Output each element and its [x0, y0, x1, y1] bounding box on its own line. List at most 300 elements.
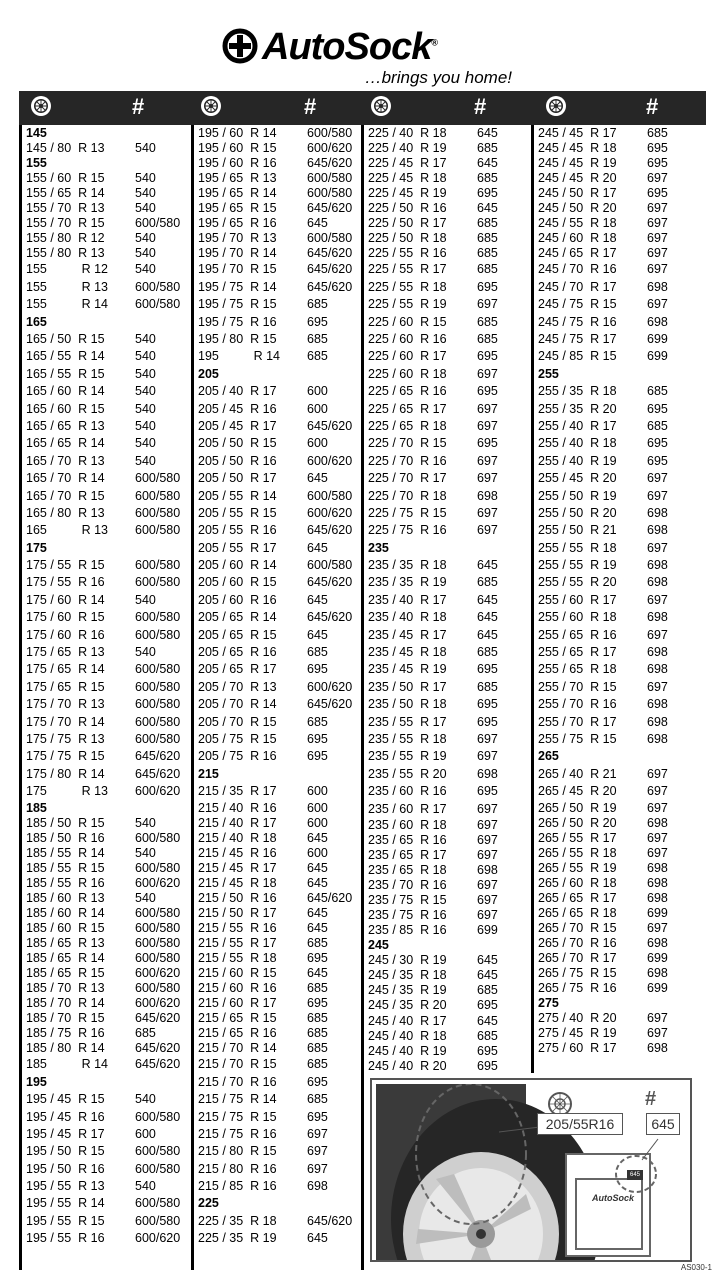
- tire-size: 225 / 45 R 19: [368, 186, 447, 201]
- hash-header: #: [474, 94, 487, 119]
- sock-number: 600: [307, 401, 328, 416]
- tire-size: 245 / 45 R 17: [538, 126, 617, 140]
- sock-number: 685: [477, 231, 498, 246]
- tire-size: 195 R 14: [198, 349, 280, 364]
- table-row: [194, 714, 360, 731]
- table-row: [194, 156, 360, 171]
- sock-number: 600/580: [135, 731, 181, 746]
- sock-number: 645/620: [307, 890, 353, 905]
- tire-size: 185 / 55 R 14: [26, 845, 105, 860]
- table-row: [22, 861, 190, 876]
- table-row: [22, 1195, 190, 1212]
- tire-size: 195 / 75 R 16: [198, 314, 277, 329]
- table-row: [364, 348, 530, 365]
- sock-number: 695: [477, 1058, 498, 1073]
- table-row: [194, 831, 360, 846]
- table-row: [534, 522, 704, 539]
- tire-size: 225 / 50 R 17: [368, 216, 447, 231]
- tire-size: 185 / 60 R 13: [26, 890, 105, 905]
- tire-size: 165 / 60 R 15: [26, 401, 105, 416]
- size-group-heading: [364, 540, 530, 557]
- sock-number: 698: [647, 935, 668, 950]
- tire-size: 245 / 70 R 17: [538, 279, 617, 294]
- table-row: [364, 418, 530, 435]
- sock-number: 645/620: [307, 523, 353, 538]
- table-row: [22, 418, 190, 435]
- table-row: [22, 714, 190, 731]
- sock-number: 685: [307, 1041, 328, 1056]
- sock-number: 695: [307, 731, 328, 746]
- table-row: [364, 216, 530, 231]
- table-row: [194, 418, 360, 435]
- sock-number: 698: [647, 558, 668, 573]
- table-row: [194, 314, 360, 331]
- size-column-2: [194, 126, 360, 1248]
- sock-number: 600/580: [135, 830, 181, 845]
- table-row: [364, 279, 530, 296]
- sock-number: 600/580: [135, 920, 181, 935]
- table-row: [194, 279, 360, 296]
- sock-number: 697: [477, 366, 498, 381]
- table-row: [194, 951, 360, 966]
- table-row: [22, 783, 190, 800]
- sock-number: 600/580: [135, 951, 181, 965]
- tire-size: 235 / 35 R 19: [368, 575, 447, 590]
- table-row: [22, 592, 190, 609]
- table-row: [194, 488, 360, 505]
- table-row: [364, 314, 530, 331]
- tire-size: 175 / 55 R 15: [26, 558, 105, 573]
- sock-number: 600/580: [135, 905, 181, 920]
- sock-number: 600/580: [135, 860, 181, 875]
- tire-size: 185 / 70 R 13: [26, 981, 105, 996]
- tire-size: 255 / 40 R 17: [538, 418, 617, 433]
- size-group-heading: [194, 766, 360, 783]
- sock-number: 695: [307, 1074, 328, 1089]
- sock-number: 645/620: [307, 246, 353, 261]
- tire-size: 225 / 70 R 18: [368, 488, 447, 503]
- sock-number: 540: [135, 201, 156, 216]
- sock-number: 645/620: [307, 279, 353, 294]
- table-row: [194, 383, 360, 400]
- table-row: [194, 296, 360, 313]
- sock-number: 685: [477, 246, 498, 261]
- sock-number: 697: [477, 453, 498, 468]
- sock-number: 540: [135, 349, 156, 364]
- sock-number: 685: [307, 1011, 328, 1026]
- sock-number: 695: [477, 998, 498, 1013]
- table-row: [194, 696, 360, 713]
- sock-number: 600/580: [307, 171, 353, 186]
- sock-number: 645/620: [307, 610, 353, 625]
- sock-number: 697: [647, 830, 668, 845]
- table-row: [194, 540, 360, 557]
- sock-number: 600/580: [135, 279, 181, 294]
- table-row: [534, 261, 704, 278]
- tire-size: 265 / 70 R 17: [538, 951, 617, 965]
- tire-size: 255 / 55 R 20: [538, 575, 617, 590]
- table-row: [534, 505, 704, 522]
- sock-number: 600/580: [135, 1109, 181, 1124]
- sock-number: 540: [135, 141, 156, 156]
- sock-number: 698: [307, 1179, 328, 1194]
- sock-number: 699: [647, 349, 668, 364]
- tire-size: 155: [26, 156, 47, 171]
- sock-number: 697: [307, 1161, 328, 1176]
- sock-number: 645: [307, 966, 328, 981]
- table-row: [364, 833, 530, 848]
- size-group-heading: [534, 996, 704, 1011]
- tire-size: 195 / 45 R 16: [26, 1109, 105, 1124]
- sock-number: 600/580: [135, 662, 181, 677]
- sock-number: 685: [647, 418, 668, 433]
- sock-number: 697: [647, 201, 668, 216]
- size-group-heading: [194, 1195, 360, 1212]
- table-row: [364, 401, 530, 418]
- tire-size: 235 / 50 R 18: [368, 697, 447, 712]
- tire-size: 215 / 70 R 16: [198, 1074, 277, 1089]
- table-row: [534, 801, 704, 816]
- sock-number: 695: [307, 951, 328, 965]
- table-row: [364, 231, 530, 246]
- sock-number: 600/620: [135, 1231, 181, 1246]
- tire-size: 255 / 45 R 20: [538, 471, 617, 486]
- table-row: [22, 936, 190, 951]
- sock-label: AutoSock: [592, 1193, 635, 1203]
- sock-number: 695: [307, 996, 328, 1011]
- sock-number: 600: [307, 384, 328, 399]
- table-row: [194, 1178, 360, 1195]
- tire-size: 175 / 75 R 13: [26, 731, 105, 746]
- table-row: [194, 846, 360, 861]
- tire-size: 195 / 45 R 15: [26, 1092, 105, 1107]
- sock-number: 698: [647, 697, 668, 712]
- sock-number: 697: [647, 592, 668, 607]
- tire-size: 205 / 60 R 15: [198, 575, 277, 590]
- tire-size: 225 / 45 R 18: [368, 171, 447, 186]
- table-row: [534, 383, 704, 400]
- sock-number: 685: [477, 331, 498, 346]
- tire-size: 255 / 40 R 18: [538, 436, 617, 451]
- table-row: [534, 644, 704, 661]
- table-row: [364, 246, 530, 261]
- sock-number: 697: [647, 1026, 668, 1041]
- sock-number: 600/580: [135, 1144, 181, 1159]
- tire-size: 235 / 75 R 15: [368, 893, 447, 908]
- tire-size: 225 / 75 R 15: [368, 505, 447, 520]
- tire-size: 155 / 80 R 13: [26, 246, 105, 261]
- sock-number: 600/580: [135, 297, 181, 312]
- tire-size: 245 / 65 R 17: [538, 246, 617, 261]
- table-row: [22, 348, 190, 365]
- table-row: [364, 923, 530, 938]
- tire-size: 175 / 60 R 15: [26, 610, 105, 625]
- sock-number: 697: [477, 878, 498, 893]
- tire-size: 195 / 60 R 14: [198, 126, 277, 140]
- tire-size: 225 / 60 R 16: [368, 331, 447, 346]
- sock-number: 600/580: [135, 610, 181, 625]
- sock-number: 600/620: [307, 141, 353, 156]
- tire-size: 165 / 70 R 14: [26, 471, 105, 486]
- table-row: [534, 679, 704, 696]
- sock-number: 540: [135, 436, 156, 451]
- tire-size: 225 / 75 R 16: [368, 523, 447, 538]
- hash-header: #: [132, 94, 145, 119]
- table-row: [364, 968, 530, 983]
- tire-size: 275: [538, 996, 559, 1011]
- tire-icon: [545, 95, 567, 117]
- table-row: [194, 609, 360, 626]
- sock-number: 698: [647, 815, 668, 830]
- sock-number: 645: [307, 592, 328, 607]
- size-column-4: [534, 126, 704, 1056]
- tire-size: 145 / 80 R 13: [26, 141, 105, 156]
- example-hash-label: #: [645, 1088, 657, 1110]
- table-row: [364, 1044, 530, 1059]
- table-row: [364, 1059, 530, 1074]
- tire-size: 235: [368, 540, 389, 555]
- sock-number: 540: [135, 231, 156, 246]
- tire-size: 235 / 45 R 18: [368, 645, 447, 660]
- table-row: [194, 1213, 360, 1230]
- tire-size: 185 / 60 R 14: [26, 905, 105, 920]
- tire-size: 215 / 65 R 16: [198, 1026, 277, 1041]
- tire-size: 255 / 65 R 17: [538, 645, 617, 660]
- tire-size: 235 / 55 R 20: [368, 766, 447, 781]
- tire-size: 185 / 70 R 15: [26, 1011, 105, 1026]
- tire-size: 225 / 40 R 19: [368, 141, 447, 156]
- tire-size: 155 R 12: [26, 262, 108, 277]
- sock-number: 645: [307, 875, 328, 890]
- tire-size: 235 / 65 R 17: [368, 848, 447, 863]
- table-row: [194, 1109, 360, 1126]
- tire-size: 225 / 70 R 17: [368, 471, 447, 486]
- sock-number: 697: [647, 784, 668, 799]
- tire-size: 215 / 70 R 14: [198, 1041, 277, 1056]
- tire-size: 245 / 40 R 18: [368, 1028, 447, 1043]
- tire-size: 225 / 55 R 16: [368, 246, 447, 261]
- tire-size: 225 / 60 R 15: [368, 314, 447, 329]
- tire-size: 205 / 40 R 17: [198, 384, 277, 399]
- logo-wordmark: AutoSock®: [262, 26, 437, 68]
- tire-size: 165 / 50 R 15: [26, 331, 105, 346]
- sock-number: 645/620: [307, 156, 353, 171]
- sock-number: 645: [477, 126, 498, 140]
- table-row: [22, 1056, 190, 1073]
- sock-number: 600/620: [307, 505, 353, 520]
- sock-number: 600/580: [307, 231, 353, 246]
- sock-number: 698: [647, 610, 668, 625]
- sock-number: 600: [135, 1126, 156, 1141]
- size-column-3: [364, 126, 530, 1074]
- table-row: [364, 522, 530, 539]
- sock-number: 685: [477, 262, 498, 277]
- table-row: [364, 627, 530, 644]
- tire-size: 165 / 65 R 13: [26, 418, 105, 433]
- table-row: [364, 296, 530, 313]
- table-row: [534, 156, 704, 171]
- sock-number: 600: [307, 436, 328, 451]
- tire-size: 185: [26, 800, 47, 815]
- table-row: [194, 981, 360, 996]
- table-row: [22, 891, 190, 906]
- tire-size: 205 / 55 R 14: [198, 488, 277, 503]
- table-row: [22, 1091, 190, 1108]
- tire-size: 175 / 60 R 14: [26, 592, 105, 607]
- sock-number: 698: [647, 890, 668, 905]
- sock-number: 697: [647, 488, 668, 503]
- table-row: [534, 231, 704, 246]
- autosock-logo: [218, 22, 516, 90]
- tire-size: 215 / 45 R 16: [198, 845, 277, 860]
- tire-size: 255 / 55 R 18: [538, 540, 617, 555]
- tire-size: 225 / 70 R 15: [368, 436, 447, 451]
- tire-size: 155 / 80 R 12: [26, 231, 105, 246]
- table-row: [364, 201, 530, 216]
- tire-size: 185 / 65 R 13: [26, 935, 105, 950]
- table-row: [534, 296, 704, 313]
- table-row: [534, 141, 704, 156]
- sock-number: 645: [307, 627, 328, 642]
- table-row: [534, 592, 704, 609]
- table-row: [22, 876, 190, 891]
- sock-number: 645/620: [307, 418, 353, 433]
- document-code: AS030-1: [680, 1263, 712, 1272]
- sock-number: 600/580: [135, 1196, 181, 1211]
- tire-size: 245 / 30 R 19: [368, 953, 447, 968]
- tire-size: 215 / 75 R 14: [198, 1092, 277, 1107]
- sock-number: 685: [307, 981, 328, 996]
- sock-number: 695: [477, 349, 498, 364]
- tire-size: 225 / 65 R 18: [368, 418, 447, 433]
- table-row: [364, 893, 530, 908]
- sock-number: 600/580: [135, 558, 181, 573]
- sock-number: 600/620: [135, 996, 181, 1011]
- table-row: [534, 557, 704, 574]
- sock-number: 695: [477, 714, 498, 729]
- sock-number: 600/580: [135, 935, 181, 950]
- tire-size: 175: [26, 540, 47, 555]
- table-row: [194, 801, 360, 816]
- header-col-2: [191, 91, 361, 125]
- tire-size: 265 / 75 R 15: [538, 966, 617, 981]
- table-row: [194, 748, 360, 765]
- table-row: [194, 186, 360, 201]
- table-row: [22, 279, 190, 296]
- sock-number: 697: [307, 1126, 328, 1141]
- sock-number: 695: [477, 697, 498, 712]
- sock-number: 540: [135, 592, 156, 607]
- sock-number: 540: [135, 262, 156, 277]
- tire-size: 195 / 75 R 15: [198, 297, 277, 312]
- table-row: [194, 783, 360, 800]
- tire-size: 255 / 35 R 18: [538, 384, 617, 399]
- sock-number: 685: [477, 216, 498, 231]
- tire-size: 255 / 35 R 20: [538, 401, 617, 416]
- sock-number: 540: [135, 453, 156, 468]
- tire-size: 205 / 70 R 15: [198, 714, 277, 729]
- sock-number: 698: [477, 863, 498, 878]
- sock-number: 540: [135, 418, 156, 433]
- table-row: [194, 435, 360, 452]
- sock-number: 685: [307, 1092, 328, 1107]
- size-group-heading: [534, 366, 704, 383]
- table-row: [534, 488, 704, 505]
- table-row: [22, 951, 190, 966]
- tire-size: 245 / 45 R 20: [538, 171, 617, 186]
- sock-number: 600/580: [135, 488, 181, 503]
- tire-size: 215 / 60 R 15: [198, 966, 277, 981]
- table-row: [22, 296, 190, 313]
- tire-size: 155 R 13: [26, 279, 108, 294]
- sock-number: 600/620: [135, 784, 181, 799]
- sock-number: 698: [477, 766, 498, 781]
- sock-number: 695: [647, 141, 668, 156]
- sock-number: 600/580: [307, 126, 353, 140]
- table-row: [22, 435, 190, 452]
- sock-number: 698: [647, 505, 668, 520]
- sock-number: 697: [647, 1011, 668, 1026]
- tire-size: 225 / 65 R 16: [368, 384, 447, 399]
- sock-number: 697: [477, 801, 498, 816]
- sock-number: 698: [647, 966, 668, 981]
- sock-number: 697: [477, 749, 498, 764]
- table-row: [22, 557, 190, 574]
- header-col-3: [361, 91, 531, 125]
- table-row: [194, 816, 360, 831]
- tire-size: 265 / 70 R 16: [538, 935, 617, 950]
- sock-number: 695: [307, 1109, 328, 1124]
- sock-number: 645: [307, 920, 328, 935]
- sock-number: 698: [647, 731, 668, 746]
- sock-number: 600/580: [135, 627, 181, 642]
- tire-size: 195 / 65 R 13: [198, 171, 277, 186]
- sock-number: 685: [477, 1028, 498, 1043]
- table-row: [534, 951, 704, 966]
- table-row: [22, 383, 190, 400]
- tire-size: 225 / 45 R 17: [368, 156, 447, 171]
- sock-number: 645: [307, 860, 328, 875]
- table-row: [22, 966, 190, 981]
- tire-size: 245 / 40 R 17: [368, 1013, 447, 1028]
- tire-size: 175 / 75 R 15: [26, 749, 105, 764]
- tire-size: 205 / 50 R 15: [198, 436, 277, 451]
- table-row: [194, 921, 360, 936]
- table-row: [534, 627, 704, 644]
- tire-size: 215 / 65 R 15: [198, 1011, 277, 1026]
- tire-size: 245 / 50 R 17: [538, 186, 617, 201]
- sock-number: 645: [307, 905, 328, 920]
- tire-size: 195: [26, 1074, 47, 1089]
- tire-size: 175 / 80 R 14: [26, 766, 105, 781]
- tire-size: 215 / 35 R 17: [198, 784, 277, 799]
- sock-number: 697: [477, 832, 498, 847]
- sock-number: 685: [307, 331, 328, 346]
- tire-size: 215 / 85 R 16: [198, 1179, 277, 1194]
- table-row: [22, 216, 190, 231]
- tire-size: 195 / 50 R 16: [26, 1161, 105, 1176]
- size-group-heading: [22, 801, 190, 816]
- tire-size: 225 / 50 R 18: [368, 231, 447, 246]
- table-row: [534, 540, 704, 557]
- sock-number: 645: [307, 540, 328, 555]
- tire-size: 235 / 60 R 18: [368, 817, 447, 832]
- sock-number: 695: [477, 662, 498, 677]
- tire-size: 205 / 65 R 16: [198, 645, 277, 660]
- table-row: [22, 574, 190, 591]
- sock-number: 697: [647, 920, 668, 935]
- tire-size: 265 / 50 R 20: [538, 815, 617, 830]
